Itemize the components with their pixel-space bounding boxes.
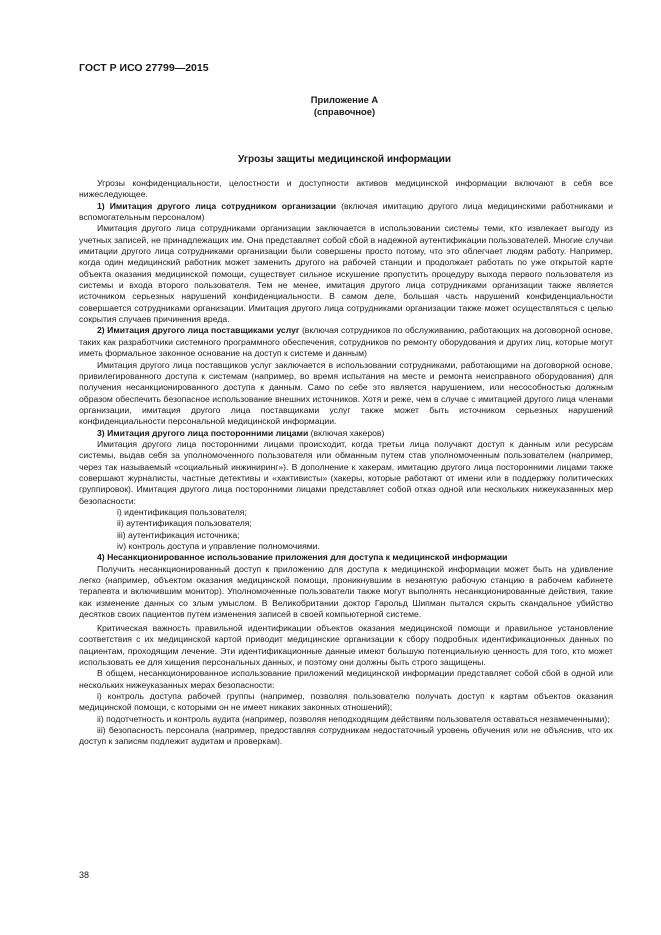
paragraph [79, 223, 613, 325]
list-item [79, 507, 613, 518]
subsection-title: 4) Несанкционированное использование приложения для доступа к медицинской информации [97, 552, 508, 563]
paragraph [79, 725, 613, 748]
list-item [79, 530, 613, 541]
paragraph-text: В общем, несанкционированное использование приложений медицинской информации представляет собой сбой в одной или нескольких нижеуказанных мерах безопасности: [79, 668, 613, 690]
subsection-title: 1) Имитация другого лица сотрудником организации [97, 200, 337, 211]
page-number: 38 [79, 870, 90, 880]
paragraph-text: Имитация другого лица посторонними лицами происходит, когда третьи лица получают доступ к данным или ресурсам системы, выдав себя за уполномоченного пользователя или обманным путем став уполномоченным пользователем (например, через так называемый «социальный инжиниринг»). В дополнение к хакерам, имитацию другого лица посторонними лицами также совершают журналисты, частные детективы и «хактивисты» (хакеры, которые работают от имени или в поддержку политических группировок). Имитация другого лица посторонними лицами представляет собой отказ одной или нескольких нижеуказанных мер безопасности: [79, 438, 613, 506]
annex-caption [0, 94, 661, 118]
paragraph [79, 691, 613, 714]
paragraph-text: iii) безопасность персонала (например, предоставляя сотрудникам недостаточный уровень обучения или не объяснив, что их доступ к записям подлежит аудитам и проверкам). [79, 725, 613, 747]
list-item [79, 541, 613, 552]
paragraph [79, 325, 613, 359]
paragraph-text: iv) контроль доступа и управление полномочиями. [117, 541, 320, 551]
standard-number: ГОСТ Р ИСО 27799—2015 [79, 62, 209, 74]
paragraph-text: Имитация другого лица сотрудниками организации заключается в использовании системы теми, кто извлекает выгоду из учетных записей, не принадлежащих им. Она представляет собой сбой в надежной аутентификации пользователей. Многие случаи имитации другого лица сотрудниками организации были совершены просто потому, что это облегчает людям работу. Например, когда один медицинский работник может заменить другого на рабочей станции и продолжает работать по уже открытой карте объекта оказания медицинской помощи, существует сильное искушение пропустить процедуру выхода первого пользователя из системы и входа второго пользователя. Тем не менее, имитация другого лица сотрудниками организации также является источником серьезных нарушений конфиденциальности. В самом деле, большая часть нарушений конфиденциальности совершается сотрудниками организации. Имитация другого лица сотрудниками организации также может осуществляться с целью сокрытия случаев причинения вреда. [79, 223, 613, 325]
paragraph [79, 178, 613, 201]
paragraph [79, 439, 613, 507]
paragraph [79, 360, 613, 428]
paragraph-text: Имитация другого лица поставщиков услуг заключается в использовании сотрудниками, работающими на договорной основе, привилегированного доступа к системам (например, во время испытания на месте и ремонта неисправного оборудования) для получения несанкционированного доступа к данным. Само по себе это является нарушением, или несособностью должным образом обеспечить безопасное использование внешних источников. Хотя и реже, чем в случае с имитацией другого лица членами организации, имитация другого лица поставщиками услуг также может быть источником серьезных нарушений конфиденциальности персональной медицинской информации. [79, 359, 613, 427]
annex-type: (справочное) [313, 106, 376, 118]
section-heading: Угрозы защиты медицинской информации [238, 154, 451, 165]
paragraph-text: i) идентификация пользователя; [117, 506, 247, 517]
paragraph-text: i) контроль доступа рабочей группы (например, позволяя пользователю получать доступ к картам объектов оказания медицинской помощи, с которыми он не имеет никаких законных отношений); [79, 690, 613, 713]
subsection-title: 3) Имитация другого лица посторонними лицами [97, 427, 309, 438]
paragraph [79, 428, 613, 439]
paragraph-text: Критическая важность правильной идентификации объектов оказания медицинской помощи и правильное установление соответствия с их медицинской картой приводит медицинские организации к сбору подробных идентификационных данных по пациентам, проходящим лечение. Эти идентификационные данные имеют большую потенциальную ценность для того, кто может использовать ее для хищения персональных данных, и поэтому они должны быть строго защищены. [79, 622, 613, 667]
paragraph-text: Угрозы конфиденциальности, целостности и доступности активов медицинской информации включают в себя все нижеследующее. [79, 178, 613, 200]
paragraph [79, 552, 613, 563]
paragraph-text: Получить несанкционированный доступ к приложению для доступа к медицинской информации может быть на удивление легко (например, объектом оказания медицинской помощи, проникнувшим в незанятую рабочую станцию в рабочем кабинете терапевта и включившим монитор). Уполномоченные пользователи также могут выполнять несанкционированные действия, такие как изменение данных со злым умыслом. В Великобритании доктор Гарольд Шипман пытался скрыть скандальное убийство десятков своих пациентов путем изменения записей в своей компьютерной системе. [79, 563, 613, 620]
annex-title: Приложение А [310, 94, 379, 105]
paragraph [79, 668, 613, 691]
paragraph-text: (включая сотрудников по обслуживанию, работающих на договорной основе, таких как разработчики системного программного обеспечения, сотрудников по ремонту оборудования и других лиц, которые могут иметь формальное законное основание на доступ к системе и данным) [79, 325, 613, 359]
paragraph-text: ii) аутентификация пользователя; [117, 518, 252, 529]
paragraph-text: (включая имитацию другого лица медицинскими работниками и вспомогательным персоналом) [79, 200, 613, 223]
paragraph-text: (включая хакеров) [308, 427, 385, 438]
list-item [79, 518, 613, 529]
paragraph-text: iii) аутентификация источника; [117, 529, 240, 540]
paragraph-text: ii) подотчетность и контроль аудита (например, позволяя неподходящим действиям пользователя оставаться незамеченными); [97, 713, 610, 724]
body-text [79, 178, 613, 748]
paragraph [79, 201, 613, 224]
subsection-title: 2) Имитация другого лица поставщиками услуг [97, 325, 300, 336]
paragraph [79, 714, 613, 725]
paragraph [79, 623, 613, 668]
paragraph [79, 564, 613, 621]
